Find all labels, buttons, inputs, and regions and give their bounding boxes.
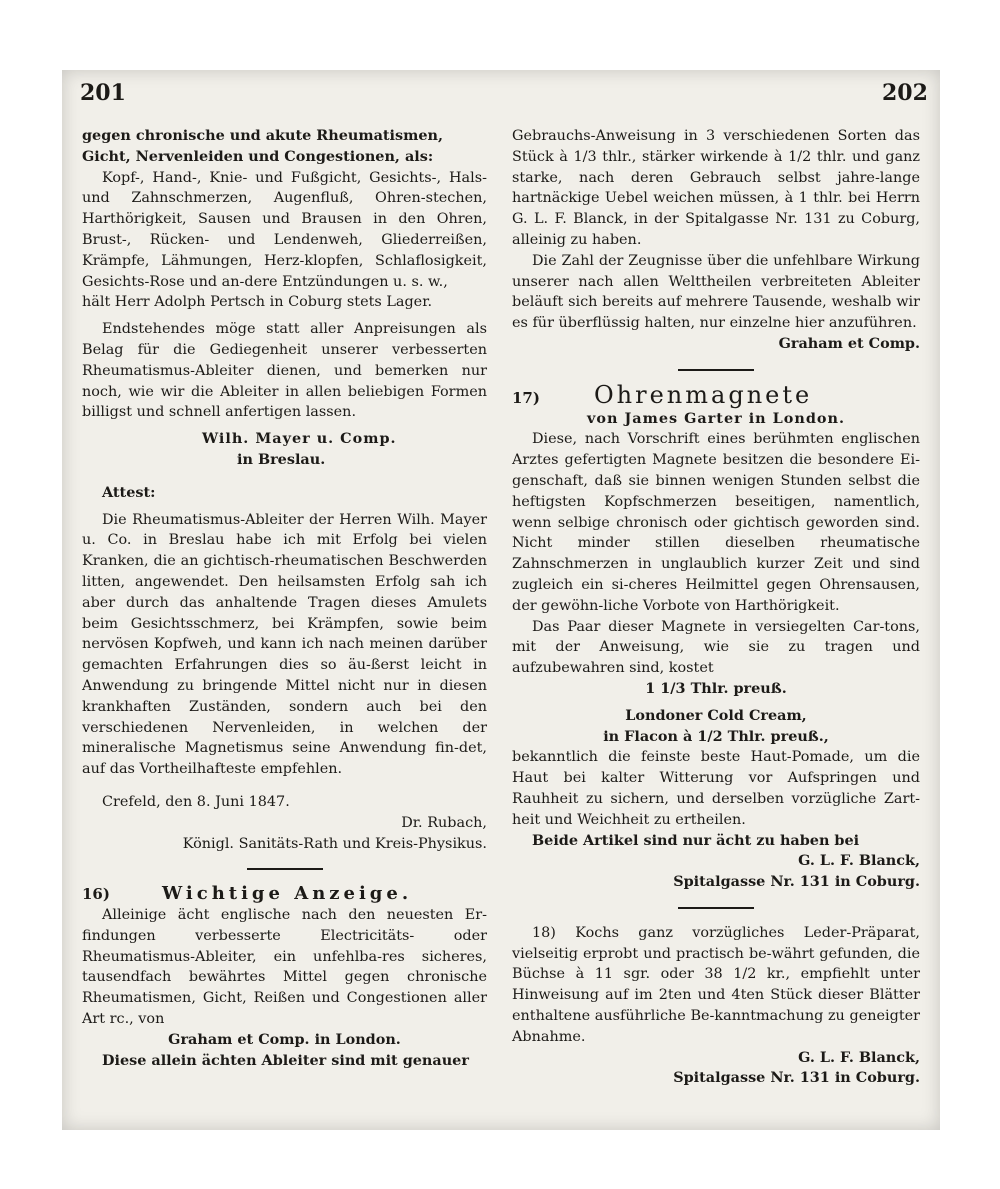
section-17-title: Ohrenmagnete	[594, 380, 813, 409]
cold-cream-text: bekanntlich die feinste beste Haut-Pomade, um die Haut bei kalter Witterung vor Aufspringen und Rauhheit zu sichern, und derselben vorzügliche Zart-heit und Weichheit zu ertheilen.	[512, 749, 920, 828]
page-number-right: 202	[882, 80, 928, 106]
right-column	[512, 126, 920, 1089]
section-divider	[247, 868, 323, 870]
doctor-title: Königl. Sanitäts-Rath und Kreis-Physikus.	[182, 835, 487, 852]
section-18-text: 18) Kochs ganz vorzügliches Leder-Präparat, vielseitig erprobt und practisch be-währt gefunden, die Büchse à 11 sgr. oder 38 1/2 kr., empfiehlt unter Hinweisung auf im 2ten und 4ten Stück dieser Blätter enthaltene ausführliche Be-kanntmachung zu geneigter Abnahme.	[512, 924, 920, 1045]
signature-city: in Breslau.	[237, 450, 326, 468]
left-column	[82, 126, 487, 1071]
section-17-text: Diese, nach Vorschrift eines berühmten englischen Arztes gefertigten Magnete besitzen die besondere Ei-genschaft, daß sie binnen wenigen Stunden selbst die heftigsten Kopfschmerzen beseitigen, namentlich, wenn selbige chronisch oder gichtisch geworden sind. Nicht minder stillen dieselben rheumatische Zahnschmerzen in unglaublich kurzer Zeit und sind zugleich ein si-cheres Heilmittel gegen Ohrensausen, der gewöhn-liche Vorbote von Harthörigkeit.	[512, 431, 920, 614]
cold-cream-price: in Flacon à 1/2 Thlr. preuß.,	[603, 727, 829, 745]
section-16-heading	[82, 884, 487, 905]
page-number-left: 201	[80, 80, 126, 106]
attest-text: Die Rheumatismus-Ableiter der Herren Wilh. Mayer u. Co. in Breslau habe ich mit Erfolg bei vielen Kranken, die an gichtisch-rheumatischen Beschwerden litten, angewendet. Den heilsamsten Erfolg sah ich aber durch das anhaltende Tragen dieses Amulets beim Gesichtsschmerz, bei Krämpfen, sowie beim nervösen Kopfweh, und kann ich nach meinen darüber gemachten Erfahrungen dies so äu-ßerst leicht in Anwendung zu bringende Mittel nicht nur in diesen krankhaften Zuständen, sondern auch bei den verschiedenen Nervenleiden, in welchen der mineralische Magnetismus seine Anwendung fin-det, auf das Vortheilhafteste empfehlen.	[82, 511, 487, 778]
section-17-subtitle: von James Garter in London.	[587, 409, 845, 427]
endorsement-text: Endstehendes möge statt aller Anpreisungen als Belag für die Gediegenheit unserer verbesserten Rheumatismus-Ableiter dienen, und bemerken nur noch, wie wir die Ableiter in allen beliebigen Formen billigst und schnell anfertigen lassen.	[82, 321, 487, 421]
blanck-address-2: Spitalgasse Nr. 131 in Coburg.	[673, 1069, 920, 1087]
availability-text: Beide Artikel sind nur ächt zu haben bei	[532, 831, 860, 849]
section-divider	[678, 369, 754, 371]
instructions-text: Gebrauchs-Anweisung in 3 verschiedenen Sorten das Stück à 1/3 thlr., stärker wirkende à 1/2 thlr. und ganz starke, nach deren Gebrauch selbst jahre-lange hartnäckige Uebel weichen müssen, à 1 thlr. bei Herrn G. L. F. Blanck, in der Spitalgasse Nr. 131 zu Coburg, alleinig zu haben.	[512, 128, 920, 248]
section-16-last-line: Diese allein ächten Ableiter sind mit genauer	[102, 1051, 469, 1069]
stock-notice: hält Herr Adolph Pertsch in Coburg stets Lager.	[82, 294, 433, 311]
cold-cream-title: Londoner Cold Cream,	[625, 706, 807, 724]
place-date: Crefeld, den 8. Juni 1847.	[102, 793, 290, 810]
section-16-maker: Graham et Comp. in London.	[168, 1030, 401, 1048]
blanck-name-2: G. L. F. Blanck,	[798, 1048, 920, 1066]
ailment-list: Kopf-, Hand-, Knie- und Fußgicht, Gesichts-, Hals- und Zahnschmerzen, Augenfluß, Ohren-stechen, Harthörigkeit, Sausen und Brausen in den Ohren, Brust-, Rücken- und Lendenweh, Gliederreißen, Krämpfe, Lähmungen, Herz-klopfen, Schlaflosigkeit, Gesichts-Rose und an-dere Entzündungen u. s. w.,	[82, 169, 487, 290]
section-17-number: 17)	[512, 388, 540, 407]
doctor-name: Dr. Rubach,	[401, 814, 487, 831]
section-17-price: 1 1/3 Thlr. preuß.	[645, 679, 787, 697]
testimonials-text: Die Zahl der Zeugnisse über die unfehlbare Wirkung unserer nach allen Welttheilen verbreiteten Ableiter beläuft sich bereits auf mehrere Tausende, weshalb wir es für überflüssig halten, nur einzelne hier anzuführen.	[512, 252, 920, 332]
signature-company: Wilh. Mayer u. Comp.	[202, 430, 397, 448]
section-16-title: Wichtige Anzeige.	[162, 883, 413, 905]
blanck-address-1: Spitalgasse Nr. 131 in Coburg.	[673, 873, 920, 891]
attest-label: Attest:	[102, 483, 156, 501]
graham-signature: Graham et Comp.	[778, 334, 920, 352]
section-divider	[678, 907, 754, 909]
section-16-text: Alleinige ächt englische nach den neuesten Er-findungen verbesserte Electricitäts- oder Rheumatismus-Ableiter, ein unfehlba-res sicheres, tausendfach bewährtes Mittel gegen chronische Rheumatismen, Gicht, Reißen und Congestionen aller Art rc., von	[82, 907, 487, 1028]
section-17-heading	[512, 380, 920, 409]
intro-heading-line1: gegen chronische und akute Rheumatismen,	[82, 127, 443, 144]
section-17-pricing-text: Das Paar dieser Magnete in versiegelten Car-tons, mit der Anweisung, wie sie zu tragen und aufzubewahren sind, kostet	[512, 618, 920, 677]
section-16-number: 16)	[82, 885, 110, 904]
blanck-name-1: G. L. F. Blanck,	[798, 852, 920, 870]
intro-heading-line2: Gicht, Nervenleiden und Congestionen, als:	[82, 147, 434, 165]
